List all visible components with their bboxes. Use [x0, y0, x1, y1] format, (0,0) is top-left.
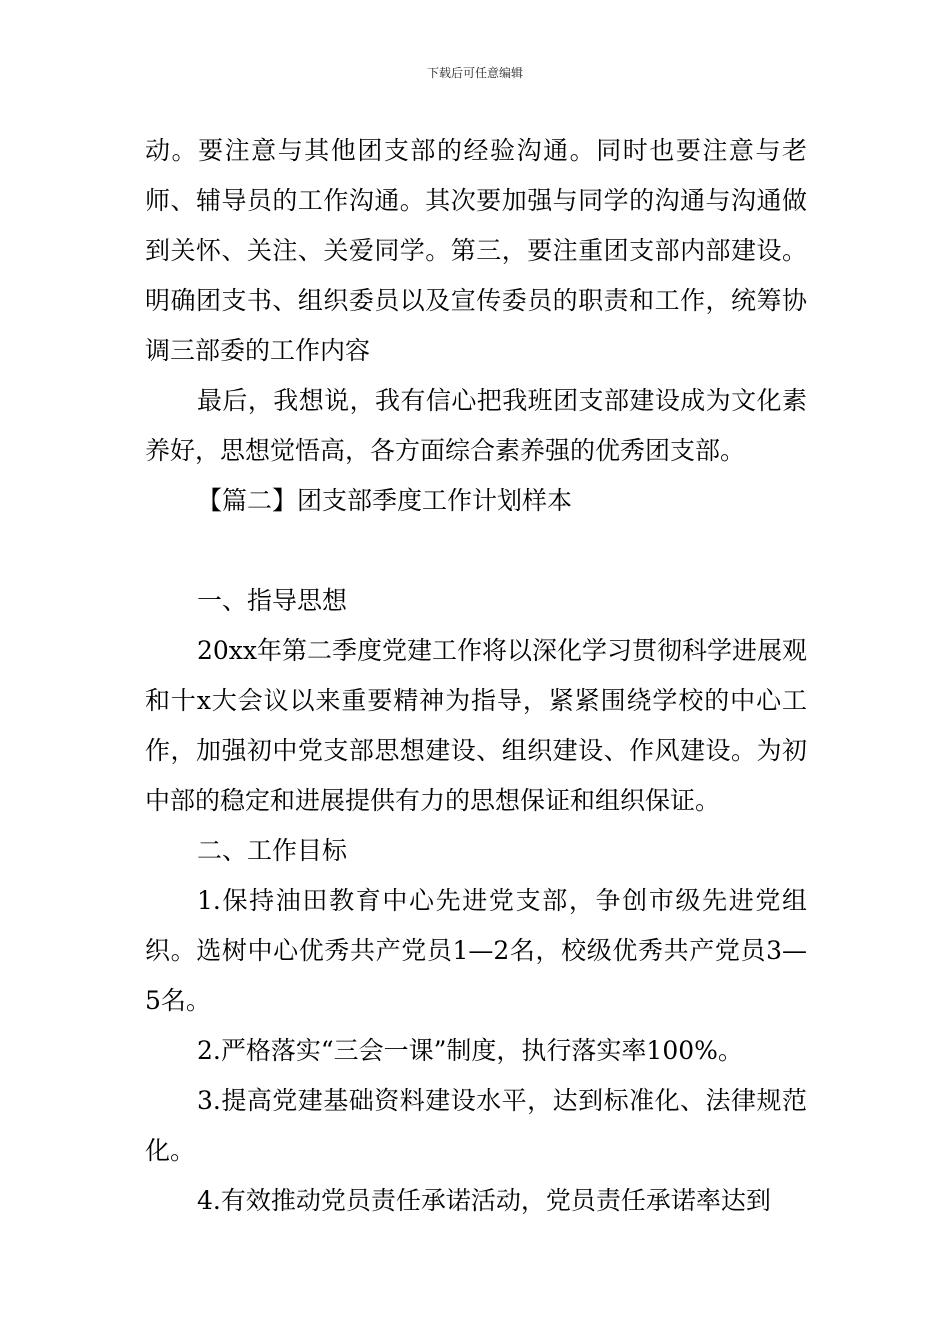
heading-guiding-ideology: 一、指导思想	[197, 586, 348, 615]
heading-work-goals: 二、工作目标	[197, 836, 348, 865]
page-header: 下载后可任意编辑	[426, 66, 523, 80]
paragraph-continuation: 动。要注意与其他团支部的经验沟通。同时也要注意与老师、辅导员的工作沟通。其次要加强与同学的沟通与沟通做到关怀、关注、关爱同学。第三，要注重团支部内部建设。明确团支书、组织委员以及宣传委员的职责和工作，统筹协调三部委的工作内容	[145, 136, 807, 365]
paragraph-conclusion: 最后，我想说，我有信心把我班团支部建设成为文化素养好，思想觉悟高，各方面综合素养强的优秀团支部。	[145, 386, 807, 465]
section-title: 【篇二】团支部季度工作计划样本	[197, 486, 573, 515]
goal-item-1: 1.保持油田教育中心先进党支部，争创市级先进党组织。选树中心优秀共产党员1—2名，校级优秀共产党员3—5名。	[145, 886, 807, 1015]
paragraph-guiding-ideology: 20xx年第二季度党建工作将以深化学习贯彻科学进展观和十x大会议以来重要精神为指导，紧紧围绕学校的中心工作，加强初中党支部思想建设、组织建设、作风建设。为初中部的稳定和进展提供有力的思想保证和组织保证。	[145, 636, 808, 815]
goal-item-2: 2.严格落实“三会一课”制度，执行落实率100%。	[197, 1036, 743, 1065]
goal-item-4: 4.有效推动党员责任承诺活动，党员责任承诺率达到	[197, 1186, 771, 1215]
document-body	[145, 126, 807, 1226]
blank-line	[145, 526, 807, 576]
goal-item-3: 3.提高党建基础资料建设水平，达到标准化、法律规范化。	[145, 1086, 807, 1165]
